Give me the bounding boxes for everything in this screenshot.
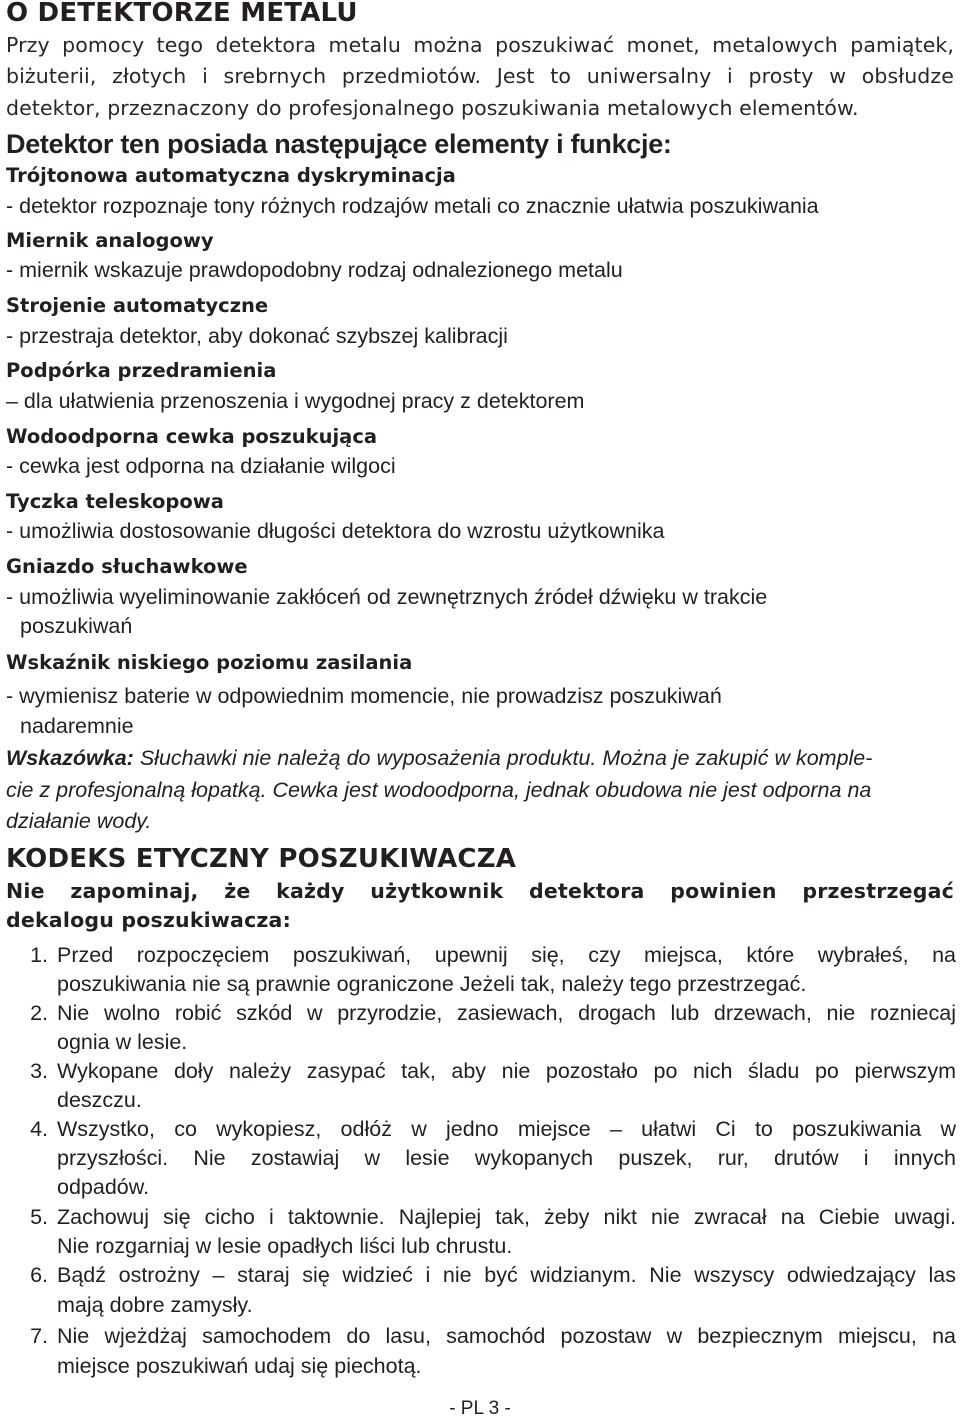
feature-description: - miernik wskazuje prawdopodobny rodzaj odnalezionego metalu [6,258,623,282]
list-number: 2. [30,1001,48,1025]
code-subtitle: Nie zapominaj, że każdy użytkownik detektora powinien przestrzegać [6,879,954,903]
list-item-line: Wszystko, co wykopiesz, odłóż w jedno miejsce – ułatwi Ci to poszukiwania w [57,1117,956,1141]
intro-line: biżuterii, złotych i srebrnych przedmiotów. Jest to uniwersalny i prosty w obsłudze [6,64,954,88]
tip-line: cie z profesjonalną łopatką. Cewka jest wodoodporna, jednak obudowa nie jest odporna na [6,778,872,802]
list-number: 1. [30,943,48,967]
tip-line [6,748,872,770]
feature-description: - cewka jest odporna na działanie wilgoci [6,454,396,478]
tip-label: Wskazówka: [6,746,134,770]
list-item-line: Zachowuj się cicho i taktownie. Najlepiej tak, żeby nikt nie zwracał na Ciebie uwagi. [57,1205,956,1229]
list-item-line: przyszłości. Nie zostawiaj w lesie wykopanych puszek, rur, drutów i innych [57,1146,956,1170]
list-number: 4. [30,1117,48,1141]
feature-title: Strojenie automatyczne [6,294,269,317]
feature-title: Podpórka przedramienia [6,359,277,382]
feature-title: Wodoodporna cewka poszukująca [6,425,378,448]
feature-description: - przestraja detektor, aby dokonać szybszej kalibracji [6,324,508,348]
feature-description: poszukiwań [20,614,133,638]
list-number: 5. [30,1205,48,1229]
feature-title: Trójtonowa automatyczna dyskryminacja [6,164,456,187]
list-item-line: Bądź ostrożny – staraj się widzieć i nie być widzianym. Nie wszyscy odwiedzający las [57,1263,956,1287]
list-item-line: Wykopane doły należy zasypać tak, aby nie pozostało po nich śladu po pierwszym [57,1059,956,1083]
tip-text: Słuchawki nie należą do wyposażenia produktu. Można je zakupić w komple- [133,746,873,770]
feature-title: Wskaźnik niskiego poziomu zasilania [6,651,413,674]
feature-title: Gniazdo słuchawkowe [6,555,248,578]
feature-description: - umożliwia wyeliminowanie zakłóceń od zewnętrznych źródeł dźwięku w trakcie [6,585,768,609]
code-subtitle: dekalogu poszukiwacza: [6,908,291,932]
feature-description: – dla ułatwienia przenoszenia i wygodnej pracy z detektorem [6,389,585,413]
feature-description: - wymienisz baterie w odpowiednim momencie, nie prowadzisz poszukiwań [6,684,722,708]
section-title-detector: O DETEKTORZE METALU [6,0,358,28]
list-number: 6. [30,1263,48,1287]
list-item-line: deszczu. [57,1088,142,1112]
page-number: - PL 3 - [449,1398,511,1419]
list-item-line: mają dobre zamysły. [57,1293,253,1317]
intro-line: detektor, przeznaczony do profesjonalnego poszukiwania metalowych elementów. [6,96,859,120]
list-item-line: Nie wjeżdżaj samochodem do lasu, samochód pozostaw w bezpiecznym miejscu, na [57,1324,956,1348]
list-item-line: ognia w lesie. [57,1030,188,1054]
feature-description: - umożliwia dostosowanie długości detektora do wzrostu użytkownika [6,519,665,543]
list-item-line: Przed rozpoczęciem poszukiwań, upewnij się, czy miejsca, które wybrałeś, na [57,943,956,967]
feature-title: Miernik analogowy [6,229,214,252]
section-title-code: KODEKS ETYCZNY POSZUKIWACZA [6,844,517,874]
list-item-line: odpadów. [57,1175,150,1199]
intro-line: Przy pomocy tego detektora metalu można poszukiwać monet, metalowych pamiątek, [6,33,954,57]
tip-line: działanie wody. [6,809,152,833]
list-number: 7. [30,1324,48,1348]
list-number: 3. [30,1059,48,1083]
feature-description: - detektor rozpoznaje tony różnych rodzajów metali co znacznie ułatwia poszukiwania [6,194,819,218]
feature-description: nadaremnie [20,714,134,738]
list-item-line: miejsce poszukiwań udaj się piechotą. [57,1354,422,1378]
list-item-line: Nie rozgarniaj w lesie opadłych liści lub chrustu. [57,1234,513,1258]
feature-title: Tyczka teleskopowa [6,490,224,513]
features-heading: Detektor ten posiada następujące elementy i funkcje: [6,129,672,159]
list-item-line: poszukiwania nie są prawnie ograniczone Jeżeli tak, należy tego przestrzegać. [57,972,807,996]
list-item-line: Nie wolno robić szkód w przyrodzie, zasiewach, drogach lub drzewach, nie rozniecaj [57,1001,956,1025]
